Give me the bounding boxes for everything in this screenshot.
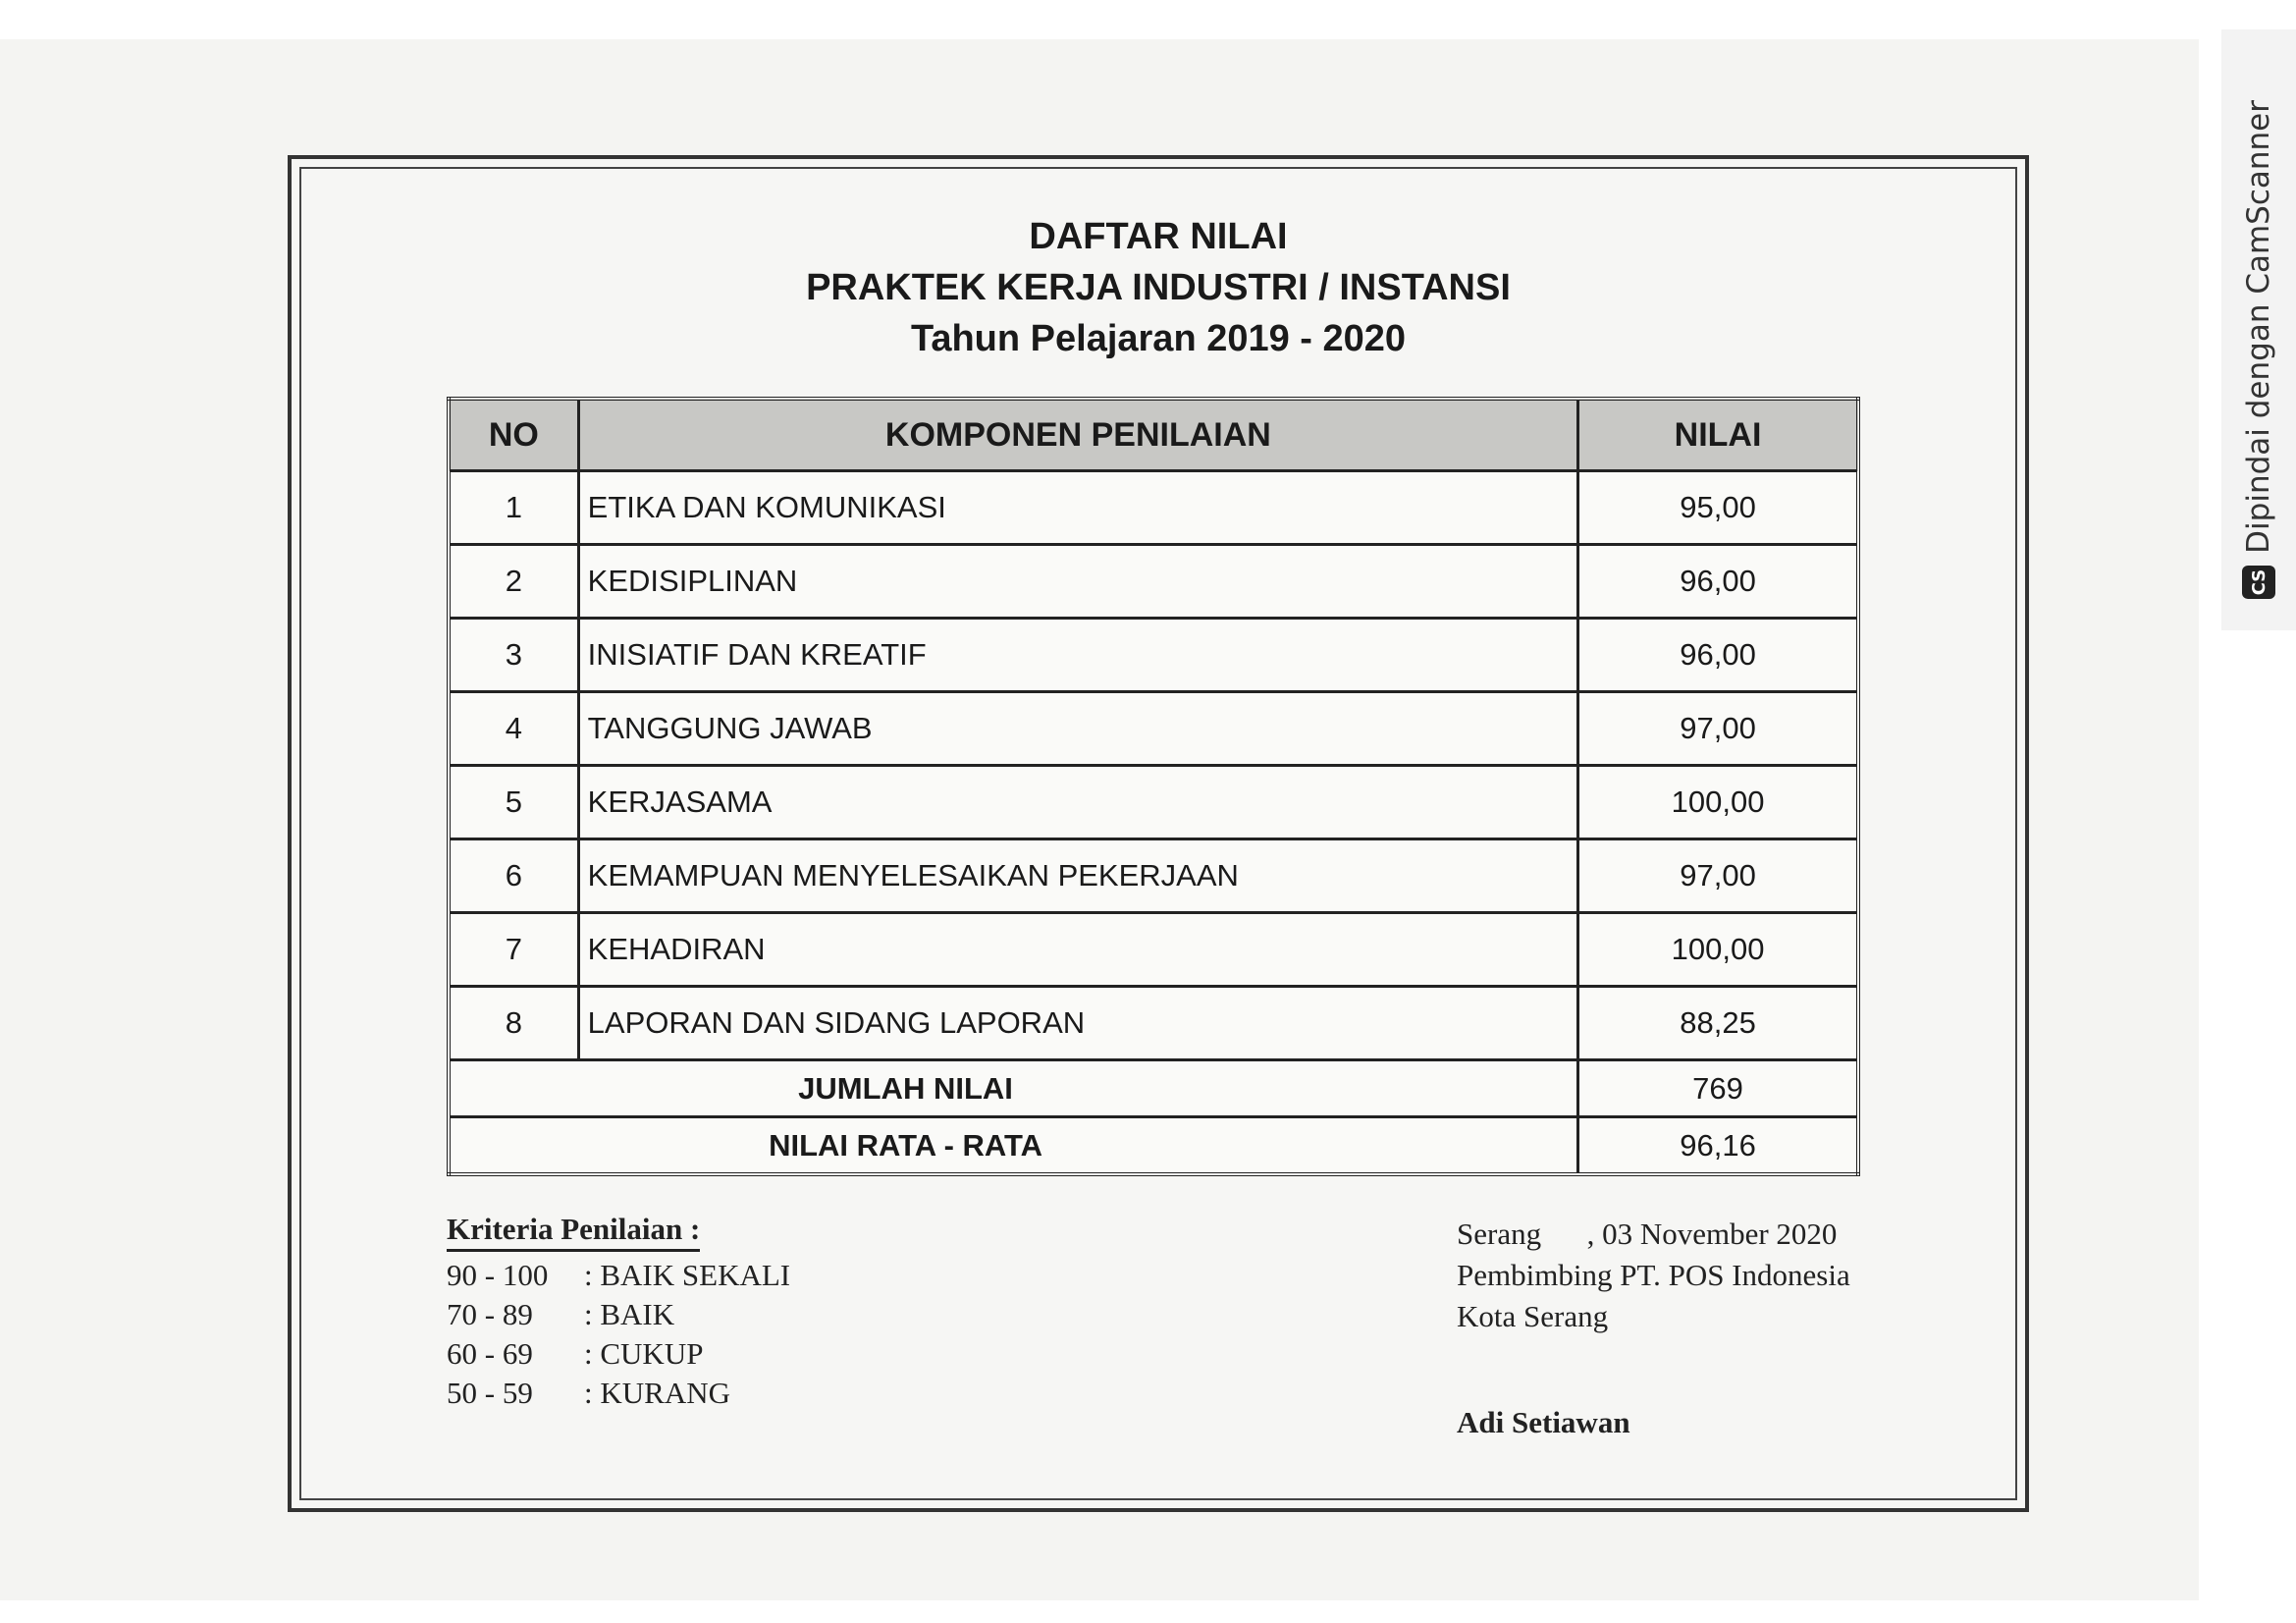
document-subtitle: PRAKTEK KERJA INDUSTRI / INSTANSI xyxy=(806,267,1511,308)
row-score: 97,00 xyxy=(1578,839,1858,913)
row-no: 3 xyxy=(449,619,578,692)
row-score: 100,00 xyxy=(1578,913,1858,987)
row-no: 7 xyxy=(449,913,578,987)
criteria-range: 70 - 89 xyxy=(447,1297,533,1331)
criteria-item xyxy=(447,1334,859,1374)
row-no: 6 xyxy=(449,839,578,913)
row-component: TANGGUNG JAWAB xyxy=(578,692,1577,766)
criteria-item xyxy=(447,1256,859,1295)
grading-criteria xyxy=(447,1212,859,1413)
criteria-heading: Kriteria Penilaian : xyxy=(447,1212,700,1252)
row-component: KEHADIRAN xyxy=(578,913,1577,987)
criteria-item xyxy=(447,1295,859,1334)
row-score: 97,00 xyxy=(1578,692,1858,766)
row-component: KEMAMPUAN MENYELESAIKAN PEKERJAAN xyxy=(578,839,1577,913)
total-value: 769 xyxy=(1578,1060,1858,1117)
criteria-label: : KURANG xyxy=(584,1376,730,1410)
header-component: KOMPONEN PENILAIAN xyxy=(578,399,1577,471)
row-component: KEDISIPLINAN xyxy=(578,545,1577,619)
criteria-label: : BAIK SEKALI xyxy=(584,1258,791,1292)
grades-table xyxy=(447,397,1860,1176)
row-component: LAPORAN DAN SIDANG LAPORAN xyxy=(578,987,1577,1060)
criteria-range: 60 - 69 xyxy=(447,1336,533,1371)
row-score: 96,00 xyxy=(1578,545,1858,619)
row-score: 100,00 xyxy=(1578,766,1858,839)
table-row xyxy=(449,766,1858,839)
supervisor-name: Adi Setiawan xyxy=(1457,1405,1630,1439)
average-row xyxy=(449,1117,1858,1175)
row-score: 95,00 xyxy=(1578,471,1858,545)
camscanner-watermark-content xyxy=(2239,49,2278,599)
row-component: ETIKA DAN KOMUNIKASI xyxy=(578,471,1577,545)
place-date: Serang , 03 November 2020 xyxy=(1457,1217,1838,1251)
table-row xyxy=(449,692,1858,766)
criteria-range: 90 - 100 xyxy=(447,1258,549,1292)
table-row xyxy=(449,471,1858,545)
table-header-row xyxy=(449,399,1858,471)
criteria-label: : BAIK xyxy=(584,1297,675,1331)
table-row xyxy=(449,619,1858,692)
table-row xyxy=(449,987,1858,1060)
row-no: 2 xyxy=(449,545,578,619)
camscanner-watermark-text: Dipindai dengan CamScanner xyxy=(2241,100,2276,554)
average-label: NILAI RATA - RATA xyxy=(449,1117,1578,1175)
row-no: 8 xyxy=(449,987,578,1060)
supervisor-city: Kota Serang xyxy=(1457,1299,1609,1333)
total-label: JUMLAH NILAI xyxy=(449,1060,1578,1117)
row-component: INISIATIF DAN KREATIF xyxy=(578,619,1577,692)
header-score: NILAI xyxy=(1578,399,1858,471)
signature-block xyxy=(1457,1214,1967,1443)
criteria-range: 50 - 59 xyxy=(447,1376,533,1410)
header-no: NO xyxy=(449,399,578,471)
table-row xyxy=(449,839,1858,913)
row-no: 5 xyxy=(449,766,578,839)
table-row xyxy=(449,545,1858,619)
total-row xyxy=(449,1060,1858,1117)
table-row xyxy=(449,913,1858,987)
camscanner-logo-icon: CS xyxy=(2242,566,2275,599)
row-component: KERJASAMA xyxy=(578,766,1577,839)
supervisor-role: Pembimbing PT. POS Indonesia xyxy=(1457,1258,1850,1292)
row-score: 96,00 xyxy=(1578,619,1858,692)
document-frame xyxy=(288,155,2029,1512)
row-no: 4 xyxy=(449,692,578,766)
row-no: 1 xyxy=(449,471,578,545)
row-score: 88,25 xyxy=(1578,987,1858,1060)
criteria-item xyxy=(447,1374,859,1413)
average-value: 96,16 xyxy=(1578,1117,1858,1175)
document-inner-border xyxy=(299,167,2017,1500)
criteria-label: : CUKUP xyxy=(584,1336,704,1371)
document-title: DAFTAR NILAI xyxy=(1029,216,1288,257)
academic-year: Tahun Pelajaran 2019 - 2020 xyxy=(910,318,1407,359)
